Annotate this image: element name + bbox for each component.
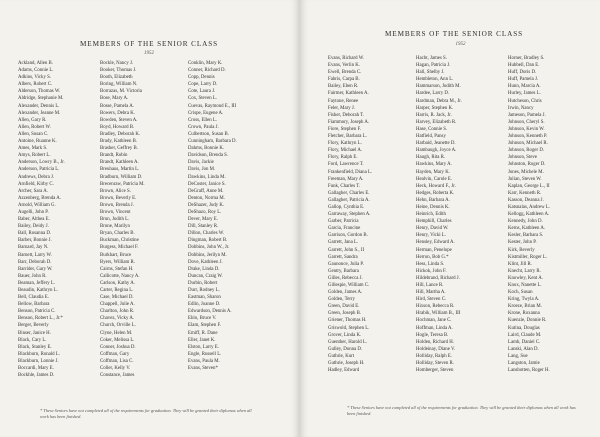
senior-name: Arnfield, Kirby C. bbox=[18, 181, 54, 187]
senior-name: Hill, Martha A. bbox=[416, 290, 446, 296]
senior-name: Hickok, John F. bbox=[416, 268, 447, 274]
senior-name: Coller, Kelly V. bbox=[100, 366, 131, 372]
senior-name: Emiff, R. Dane bbox=[188, 330, 218, 336]
senior-name: Flory, Ralph E. bbox=[328, 155, 358, 161]
senior-name: Bailey, Deidy J. bbox=[18, 224, 49, 230]
senior-name: Evans, Richard W. bbox=[328, 56, 365, 61]
senior-name: Hadley, Edward bbox=[328, 368, 360, 374]
senior-name: Evans, Paula M. bbox=[188, 358, 220, 364]
senior-name: Golden, Terry bbox=[328, 297, 356, 303]
senior-name: Kerns, Kathleen A. bbox=[508, 226, 546, 232]
senior-name: Kasson, Deanna J. bbox=[508, 197, 544, 203]
senior-name: Antoine, Ruanne K. bbox=[18, 139, 57, 145]
senior-name: Adkins, Vicky S. bbox=[18, 75, 51, 81]
senior-name: Brown, Brenda J. bbox=[100, 202, 134, 208]
senior-name: Herman, Penelope bbox=[416, 247, 452, 253]
senior-name: Harper, Stephen K. bbox=[416, 105, 454, 111]
senior-name: Barrider, Gary W. bbox=[18, 266, 53, 272]
senior-name: Brasher, Geffrey B. bbox=[100, 146, 138, 152]
senior-name: Bell, Claudia E. bbox=[18, 295, 49, 301]
senior-name: Hutcheson, Chris bbox=[508, 98, 542, 104]
senior-name: Kesler, Barbara S. bbox=[508, 233, 544, 239]
senior-name: Gillespie, William C. bbox=[328, 283, 370, 288]
senior-name: Klint, Jill R. bbox=[508, 261, 532, 267]
senior-name: Barr, Deborah D. bbox=[18, 259, 52, 265]
senior-name: Chappell, Julie A. bbox=[100, 302, 135, 308]
senior-name: Arnold, William G. bbox=[18, 202, 56, 208]
senior-name: Bailey, Eben R. bbox=[328, 84, 359, 90]
senior-name: Hase, Connie S. bbox=[416, 126, 448, 132]
senior-name: Herron, Bob G.* bbox=[416, 254, 449, 260]
senior-name: Brady, Kathleen B. bbox=[100, 139, 138, 145]
senior-name: Anderson, Patricia L. bbox=[18, 167, 60, 173]
senior-name: Bellow, Barbara bbox=[18, 302, 50, 308]
senior-name: Bowers, Debra K. bbox=[100, 110, 135, 116]
senior-name: Hacht, James S. bbox=[416, 56, 447, 61]
senior-name: Beaudin, Kathryn L. bbox=[18, 288, 58, 293]
name-column-2 bbox=[100, 60, 186, 379]
senior-name: Gallop, Cynthia E. bbox=[328, 204, 365, 210]
senior-name: Ames, Mark S. bbox=[18, 146, 48, 152]
senior-name: Davis, Jackie bbox=[188, 160, 214, 166]
senior-name: Hrabik, William B., III bbox=[416, 311, 461, 317]
senior-name: Evans, Steven* bbox=[188, 366, 218, 372]
senior-name: Cuevas, Raymond E., III bbox=[188, 103, 237, 109]
senior-name: Kring, Twyla A. bbox=[508, 297, 540, 303]
senior-name: Garraway, Stephen A. bbox=[328, 212, 371, 218]
senior-name: Ackland, Allen B. bbox=[18, 61, 53, 66]
senior-name: Homberger, Steven bbox=[416, 368, 454, 374]
senior-name: Brecenraw, Patricia M. bbox=[100, 181, 145, 187]
senior-name: Denton, Norma M. bbox=[188, 195, 225, 201]
senior-name: Hammarson, Judith M. bbox=[416, 84, 461, 90]
senior-name: Copp, Dennis bbox=[188, 75, 215, 81]
senior-name: Booth, Elizabeth bbox=[100, 75, 133, 81]
senior-name: Borrazas, M. Victoria bbox=[100, 89, 142, 95]
senior-name: Davidson, Brenda S. bbox=[188, 153, 229, 159]
senior-name: Edlin, Joanne D. bbox=[188, 302, 221, 308]
senior-name: Eller, Janet K. bbox=[188, 337, 216, 343]
senior-name: Fairmer, Kathleen A. bbox=[328, 91, 369, 97]
senior-name: Garrett, Sandra bbox=[328, 254, 358, 260]
senior-name: Albers, Robert C. bbox=[18, 82, 53, 88]
senior-name: Jameson, Pamela J. bbox=[508, 112, 546, 118]
senior-name: Case, Michael D. bbox=[100, 295, 134, 301]
senior-name: Burgess, Michael F. bbox=[100, 245, 139, 251]
senior-name: Coffman, Lisa C. bbox=[100, 358, 134, 364]
senior-name: Edwardson, Dennis A. bbox=[188, 309, 232, 315]
senior-name: Constance, James bbox=[100, 373, 135, 379]
senior-name: Frankenfield, Diana L. bbox=[328, 169, 373, 175]
senior-name: Barber, Bonnie J. bbox=[18, 238, 52, 244]
senior-name: Kellogg, Kathleen A. bbox=[508, 212, 550, 218]
senior-name: Hardee, Larry D. bbox=[416, 91, 450, 97]
senior-name: Dove, Kathleen J. bbox=[188, 259, 223, 265]
senior-name: Azzenberg, Brenda A. bbox=[18, 195, 61, 201]
senior-name: Karr, Kenneth R. bbox=[508, 190, 542, 196]
senior-name: Haugh, Rita R. bbox=[416, 155, 446, 161]
senior-name: Beaman, Jeffery L. bbox=[18, 280, 56, 286]
senior-name: Kistmiller, Roger L. bbox=[508, 254, 548, 260]
senior-name: Ehlo, Bruce V. bbox=[188, 316, 217, 322]
senior-name: Binser, Janice H. bbox=[18, 330, 51, 336]
senior-name: Hildebrand, Richard J. bbox=[416, 275, 460, 281]
senior-name: Green, David E. bbox=[328, 304, 360, 310]
senior-name: Knecht, Larry R. bbox=[508, 268, 541, 274]
senior-name: Bose, Mary A. bbox=[100, 96, 129, 102]
senior-name: Brandt, Kathleen A. bbox=[100, 160, 139, 166]
senior-name: Heine, Dennis K. bbox=[416, 204, 450, 210]
senior-name: Carlson, Kathy A. bbox=[100, 280, 135, 286]
senior-name: Holliday, Ralph E. bbox=[416, 353, 453, 359]
senior-name: Bowden, Steven A. bbox=[100, 117, 138, 123]
senior-name: Benson, Patricia C. bbox=[18, 309, 56, 315]
senior-name: Garrison, Gordon B. bbox=[328, 233, 368, 239]
senior-name: Hembleton, Ann L. bbox=[416, 77, 454, 83]
senior-name: DeCoster, Janice S. bbox=[188, 181, 226, 187]
senior-name: Brun, Judith L. bbox=[100, 217, 130, 223]
senior-name: Elston, Larry E. bbox=[188, 344, 219, 350]
senior-name: Coffman, Gary bbox=[100, 351, 130, 357]
senior-name: Burkhart, Bruce bbox=[100, 252, 132, 258]
senior-name: Laird, Claude M. bbox=[508, 332, 542, 338]
senior-name: Hatfield, Pansy bbox=[416, 134, 446, 140]
senior-name: Ford, Lawrence T. bbox=[328, 162, 364, 168]
senior-name: Faytone, Renee bbox=[328, 98, 359, 104]
senior-name: Kroeze, Brian M. bbox=[508, 304, 542, 310]
senior-name: Hedges, Roberta K. bbox=[416, 190, 455, 196]
senior-name: Crispe, Eugene A. bbox=[188, 110, 224, 116]
senior-name: Kester, John P. bbox=[508, 240, 537, 246]
senior-name: Freeman, Mary A. bbox=[328, 176, 364, 182]
senior-name: Fiore, Stephen F. bbox=[328, 126, 361, 132]
senior-name: Hogle, Teresa B. bbox=[416, 332, 449, 338]
senior-name: Johnson, Cheryl S. bbox=[508, 119, 545, 125]
senior-name: Griswold, Stephen L. bbox=[328, 325, 370, 331]
senior-name: Holden, Richard H. bbox=[416, 339, 454, 345]
senior-name: Hill, Lance R. bbox=[416, 283, 444, 288]
senior-name: Gallagher, Patricia A. bbox=[328, 197, 370, 203]
senior-name: Johnson, Roger D. bbox=[508, 148, 545, 154]
senior-name: Breuhaus, Martin L. bbox=[100, 167, 140, 173]
senior-name: Brune, Marilyn bbox=[100, 224, 130, 230]
senior-name: Bradburn, William D. bbox=[100, 174, 143, 180]
senior-name: DeShazer, Judy K. bbox=[188, 202, 225, 208]
senior-name: Dill, Stanley R. bbox=[188, 224, 219, 230]
senior-name: Coker, Melissa L. bbox=[100, 337, 135, 343]
senior-name: Baber, Althea E. bbox=[18, 217, 50, 223]
senior-name: Fletcher, Barbara L. bbox=[328, 134, 367, 140]
senior-name: Hawkins, Mary A. bbox=[416, 162, 452, 168]
senior-name: Gaunonce, Julia P. bbox=[328, 261, 364, 267]
senior-name: Hess, Linda S. bbox=[416, 261, 445, 267]
senior-name: Dawkins, Linda M. bbox=[188, 174, 226, 180]
senior-name: Henry, Vicki L. bbox=[416, 233, 446, 239]
name-column-1 bbox=[328, 55, 414, 374]
senior-name: Cunningham, Barbara D. bbox=[188, 139, 237, 145]
senior-name: Krone, Roxanna bbox=[508, 311, 540, 317]
page-title: MEMBERS OF THE SENIOR CLASS bbox=[385, 30, 523, 38]
senior-name: Hubbell, Dan E. bbox=[508, 63, 540, 69]
senior-name: Guthrie, Joseph H. bbox=[328, 361, 365, 367]
senior-name: Knox, Nanette L. bbox=[508, 283, 542, 288]
senior-name: Ewell, Brenda C. bbox=[328, 70, 362, 76]
senior-name: Brown, Beverly E. bbox=[100, 195, 137, 201]
senior-name: Ball, Rosanna D. bbox=[18, 231, 52, 237]
senior-name: Grover, Linda K. bbox=[328, 332, 362, 338]
senior-name: Dingman, Robert B. bbox=[188, 238, 228, 244]
senior-name: Green, Joseph B. bbox=[328, 311, 362, 317]
senior-name: Julian, Steven W. bbox=[508, 176, 542, 182]
senior-name: Jones, Michele M. bbox=[508, 169, 544, 175]
senior-name: Davis, Jon M. bbox=[188, 167, 216, 173]
senior-name: Anderson, Lowry B., Jr. bbox=[18, 160, 65, 166]
senior-name: Booker, Thomas J. bbox=[100, 68, 137, 74]
senior-name: DeShazo, Roy L. bbox=[188, 209, 222, 215]
senior-name: Culbertson, Susan B. bbox=[188, 131, 229, 137]
senior-name: Fiammory, Joseph A. bbox=[328, 119, 370, 125]
footnote: * These Seniors have not completed all of the requirements for graduation. They will be granted their diplomas when all work has been finished. bbox=[40, 408, 252, 419]
senior-name: Andrews, Debra J. bbox=[18, 174, 55, 180]
senior-name: Hensley, Edward A. bbox=[416, 240, 455, 246]
senior-name: Crown, Paula J. bbox=[188, 124, 219, 130]
senior-name: Drake, Linda D. bbox=[188, 266, 220, 272]
senior-name: Chavez, Vicky A. bbox=[100, 316, 135, 322]
senior-name: Engle, Russell L. bbox=[188, 351, 222, 357]
senior-name: Durbin, Robert bbox=[188, 280, 218, 286]
senior-name: Hixson, Rebecca R. bbox=[416, 304, 455, 310]
senior-name: Kennedy, John D. bbox=[508, 219, 543, 225]
senior-name: Bryan, Charles B. bbox=[100, 231, 135, 237]
senior-name: Adams, Connie L. bbox=[18, 68, 54, 74]
senior-name: Durr, Rodney L. bbox=[188, 288, 220, 293]
senior-name: Holdeinay, Diane V. bbox=[416, 346, 456, 352]
senior-name: Dever, Mary E. bbox=[188, 217, 218, 223]
senior-name: Knowley, Kent A. bbox=[508, 275, 543, 281]
senior-name: Boyd, Howard B. bbox=[100, 124, 135, 130]
class-year: 1952 bbox=[455, 42, 466, 47]
senior-name: Hehn, Barbara A. bbox=[416, 197, 450, 203]
senior-name: Bockle, Nancy J. bbox=[100, 61, 134, 66]
senior-name: Bockhle, James D. bbox=[18, 373, 55, 379]
senior-name: Huff, Doris D. bbox=[508, 70, 537, 76]
senior-name: Dobbins, John W., Jr. bbox=[188, 245, 230, 251]
senior-name: Kirk, Beverly bbox=[508, 247, 535, 253]
senior-name: DeGraff, Anne M. bbox=[188, 188, 224, 194]
right-page bbox=[301, 0, 600, 437]
left-page bbox=[0, 0, 298, 437]
senior-name: Aldridge, Stephanie M. bbox=[18, 96, 64, 102]
page-title: MEMBERS OF THE SENIOR CLASS bbox=[80, 40, 218, 48]
senior-name: Funk, Charles T. bbox=[328, 183, 361, 189]
name-column-3 bbox=[508, 55, 594, 374]
senior-name: Allen, Susan C. bbox=[18, 131, 49, 137]
senior-name: Gallagher, Charles E. bbox=[328, 190, 370, 196]
senior-name: Koch, Susan bbox=[508, 290, 533, 296]
senior-name: Katsnalas, Andrew L. bbox=[508, 204, 550, 210]
senior-name: Fabris, Carpa B. bbox=[328, 77, 360, 83]
senior-name: Clyne, Helen M. bbox=[100, 330, 133, 336]
senior-name: Church, Orville L. bbox=[100, 323, 136, 329]
senior-name: Cox, Steven L. bbox=[188, 96, 218, 102]
senior-name: Fisher, Deborah T. bbox=[328, 112, 364, 118]
senior-name: Amys, Robert L. bbox=[18, 153, 51, 159]
senior-name: Brown, Vincent bbox=[100, 209, 131, 215]
senior-name: Harris, R. Jack, Jr. bbox=[416, 112, 452, 118]
senior-name: Garrett, John S., II bbox=[328, 247, 365, 253]
senior-name: Gulley, Donna D. bbox=[328, 346, 363, 352]
senior-name: Horner, Bradley S. bbox=[508, 56, 545, 61]
senior-name: Golden, James A. bbox=[328, 290, 363, 296]
senior-name: Lamb, Daniel C. bbox=[508, 339, 541, 345]
senior-name: Cairns, Stefan H. bbox=[100, 266, 134, 272]
senior-name: Lanski, Alan D. bbox=[508, 346, 539, 352]
senior-name: Conner, Richard D. bbox=[188, 68, 226, 74]
senior-name: Boccardi, Mary E. bbox=[18, 366, 54, 372]
senior-name: Johnson, Michael R. bbox=[508, 141, 548, 147]
senior-name: Kaplan, George L., II bbox=[508, 183, 550, 189]
senior-name: Conklin, Mary K. bbox=[188, 61, 223, 66]
senior-name: Blackburn, Ronald L. bbox=[18, 351, 60, 357]
senior-name: Benson, Robert L., Jr.* bbox=[18, 316, 63, 322]
senior-name: Hardman, Debra M., Jr. bbox=[416, 98, 462, 104]
senior-name: Feler, Mary J. bbox=[328, 105, 355, 111]
senior-name: Bauer, John R. bbox=[18, 273, 47, 279]
senior-name: Johnson, Kevin W. bbox=[508, 126, 545, 132]
senior-name: Hemphill, Charles bbox=[416, 219, 452, 225]
senior-name: Alexander, Jeanne M. bbox=[18, 110, 61, 116]
senior-name: Dahms, Bonnie K. bbox=[188, 146, 225, 152]
class-year: 1952 bbox=[144, 51, 154, 56]
senior-name: Blackburn, Lonnie J. bbox=[18, 358, 59, 364]
senior-name: Lang, Sue bbox=[508, 353, 528, 359]
senior-name: Alexander, Dennis L. bbox=[18, 103, 60, 109]
senior-name: Kuenzie, Donnie R. bbox=[508, 318, 547, 324]
senior-name: Bosse, Pamela A. bbox=[100, 103, 134, 109]
senior-name: Lansbotten, Roger H. bbox=[508, 368, 550, 374]
senior-name: Healvin, Carole E. bbox=[416, 176, 453, 182]
senior-name: Buckman, Christine bbox=[100, 238, 139, 244]
senior-name: Alderson, Thomas W. bbox=[18, 89, 61, 95]
senior-name: Cope, Larry D. bbox=[188, 82, 218, 88]
senior-name: Gilles, Rebecca J. bbox=[328, 275, 363, 281]
senior-name: Berger, Beverly bbox=[18, 323, 49, 329]
senior-name: Flory, Michael A. bbox=[328, 148, 363, 154]
senior-name: Johnson, Kenneth P. bbox=[508, 134, 548, 140]
name-column-2 bbox=[416, 55, 502, 374]
senior-name: Henry, David W. bbox=[416, 226, 449, 232]
senior-name: Harbaid, Jeanette D. bbox=[416, 141, 456, 147]
senior-name: Hambaugh, Joyce A. bbox=[416, 148, 457, 154]
senior-name: Kutina, Douglas bbox=[508, 325, 540, 331]
senior-name: Black, Cary L. bbox=[18, 337, 47, 343]
senior-name: Callicotte, Nancy A. bbox=[100, 273, 140, 279]
senior-name: Griener, Thomas H. bbox=[328, 318, 367, 324]
name-column-1 bbox=[18, 60, 104, 379]
senior-name: Hochman, Jane C. bbox=[416, 318, 452, 324]
senior-name: Heck, Howard F., Jr. bbox=[416, 183, 456, 189]
senior-name: Barnett, Larry W. bbox=[18, 252, 52, 258]
senior-name: Elam, Stephen F. bbox=[188, 323, 221, 329]
senior-name: Garrett, Jana L. bbox=[328, 240, 359, 246]
senior-name: Guthrie, Kurt bbox=[328, 353, 355, 359]
senior-name: Brown, Alice S. bbox=[100, 188, 131, 194]
senior-name: Hunn, Marcia A. bbox=[508, 84, 541, 90]
senior-name: Johnson, Steve bbox=[508, 155, 538, 161]
senior-name: Garcia, Francine bbox=[328, 226, 361, 232]
senior-name: Hayden, Mary K. bbox=[416, 169, 450, 175]
senior-name: Archer, Sara A. bbox=[18, 188, 48, 194]
senior-name: Brandt, Robin bbox=[100, 153, 128, 159]
senior-name: Heinrich, Edith bbox=[416, 212, 446, 218]
senior-name: Augelli, John P. bbox=[18, 209, 49, 215]
senior-name: Johnston, Roger D. bbox=[508, 162, 546, 168]
senior-name: Cross, Ellen L. bbox=[188, 117, 218, 123]
senior-name: Black, Stanley E. bbox=[18, 344, 52, 350]
footnote: * These Seniors have not completed all of the requirements for graduation. They will be granted their diplomas when all work has been finished. bbox=[347, 405, 576, 416]
senior-name: Irwin, Nancy bbox=[508, 105, 534, 111]
senior-name: Dobbins, Jerilyn M. bbox=[188, 252, 227, 258]
senior-name: Gentry, Barbara bbox=[328, 268, 359, 274]
senior-name: Guenther, Harold L. bbox=[328, 339, 368, 345]
senior-name: Allen, Robert W. bbox=[18, 124, 51, 130]
senior-name: Conner, Joshua D. bbox=[100, 344, 136, 350]
senior-name: Hoffman, Linda A. bbox=[416, 325, 453, 331]
name-column-3 bbox=[188, 60, 274, 372]
senior-name: Hird, Steven C. bbox=[416, 297, 447, 303]
senior-name: Cote, Laura J. bbox=[188, 89, 216, 95]
senior-name: Holliday, Steven R. bbox=[416, 361, 454, 367]
senior-name: Carter, Regina L. bbox=[100, 288, 134, 293]
senior-name: Duncan, Craig W. bbox=[188, 273, 223, 279]
senior-name: Huff, Pamela J. bbox=[508, 77, 539, 83]
senior-name: Hall, Shelby J. bbox=[416, 70, 445, 76]
senior-name: Allen, Gary R. bbox=[18, 117, 47, 123]
senior-name: Harvey, Elizabeth R. bbox=[416, 119, 457, 125]
senior-name: Hagan, Patricia J. bbox=[416, 63, 451, 69]
senior-name: Charlton, John R. bbox=[100, 309, 135, 315]
senior-name: Barnard, Jay N. bbox=[18, 245, 49, 251]
senior-name: Boring, William N. bbox=[100, 82, 138, 88]
senior-name: Flory, Kathryn L. bbox=[328, 141, 362, 147]
senior-name: Garber, Patricia bbox=[328, 219, 359, 225]
senior-name: Dillon, Charles W. bbox=[188, 231, 225, 237]
senior-name: Langston, Jamie bbox=[508, 361, 540, 367]
senior-name: Bradley, Deborah K. bbox=[100, 131, 141, 137]
senior-name: Hurley, James L. bbox=[508, 91, 541, 97]
senior-name: Evans, Verlin K. bbox=[328, 63, 360, 69]
senior-name: Eastman, Sharon bbox=[188, 295, 221, 301]
senior-name: Byers, William R. bbox=[100, 259, 135, 265]
